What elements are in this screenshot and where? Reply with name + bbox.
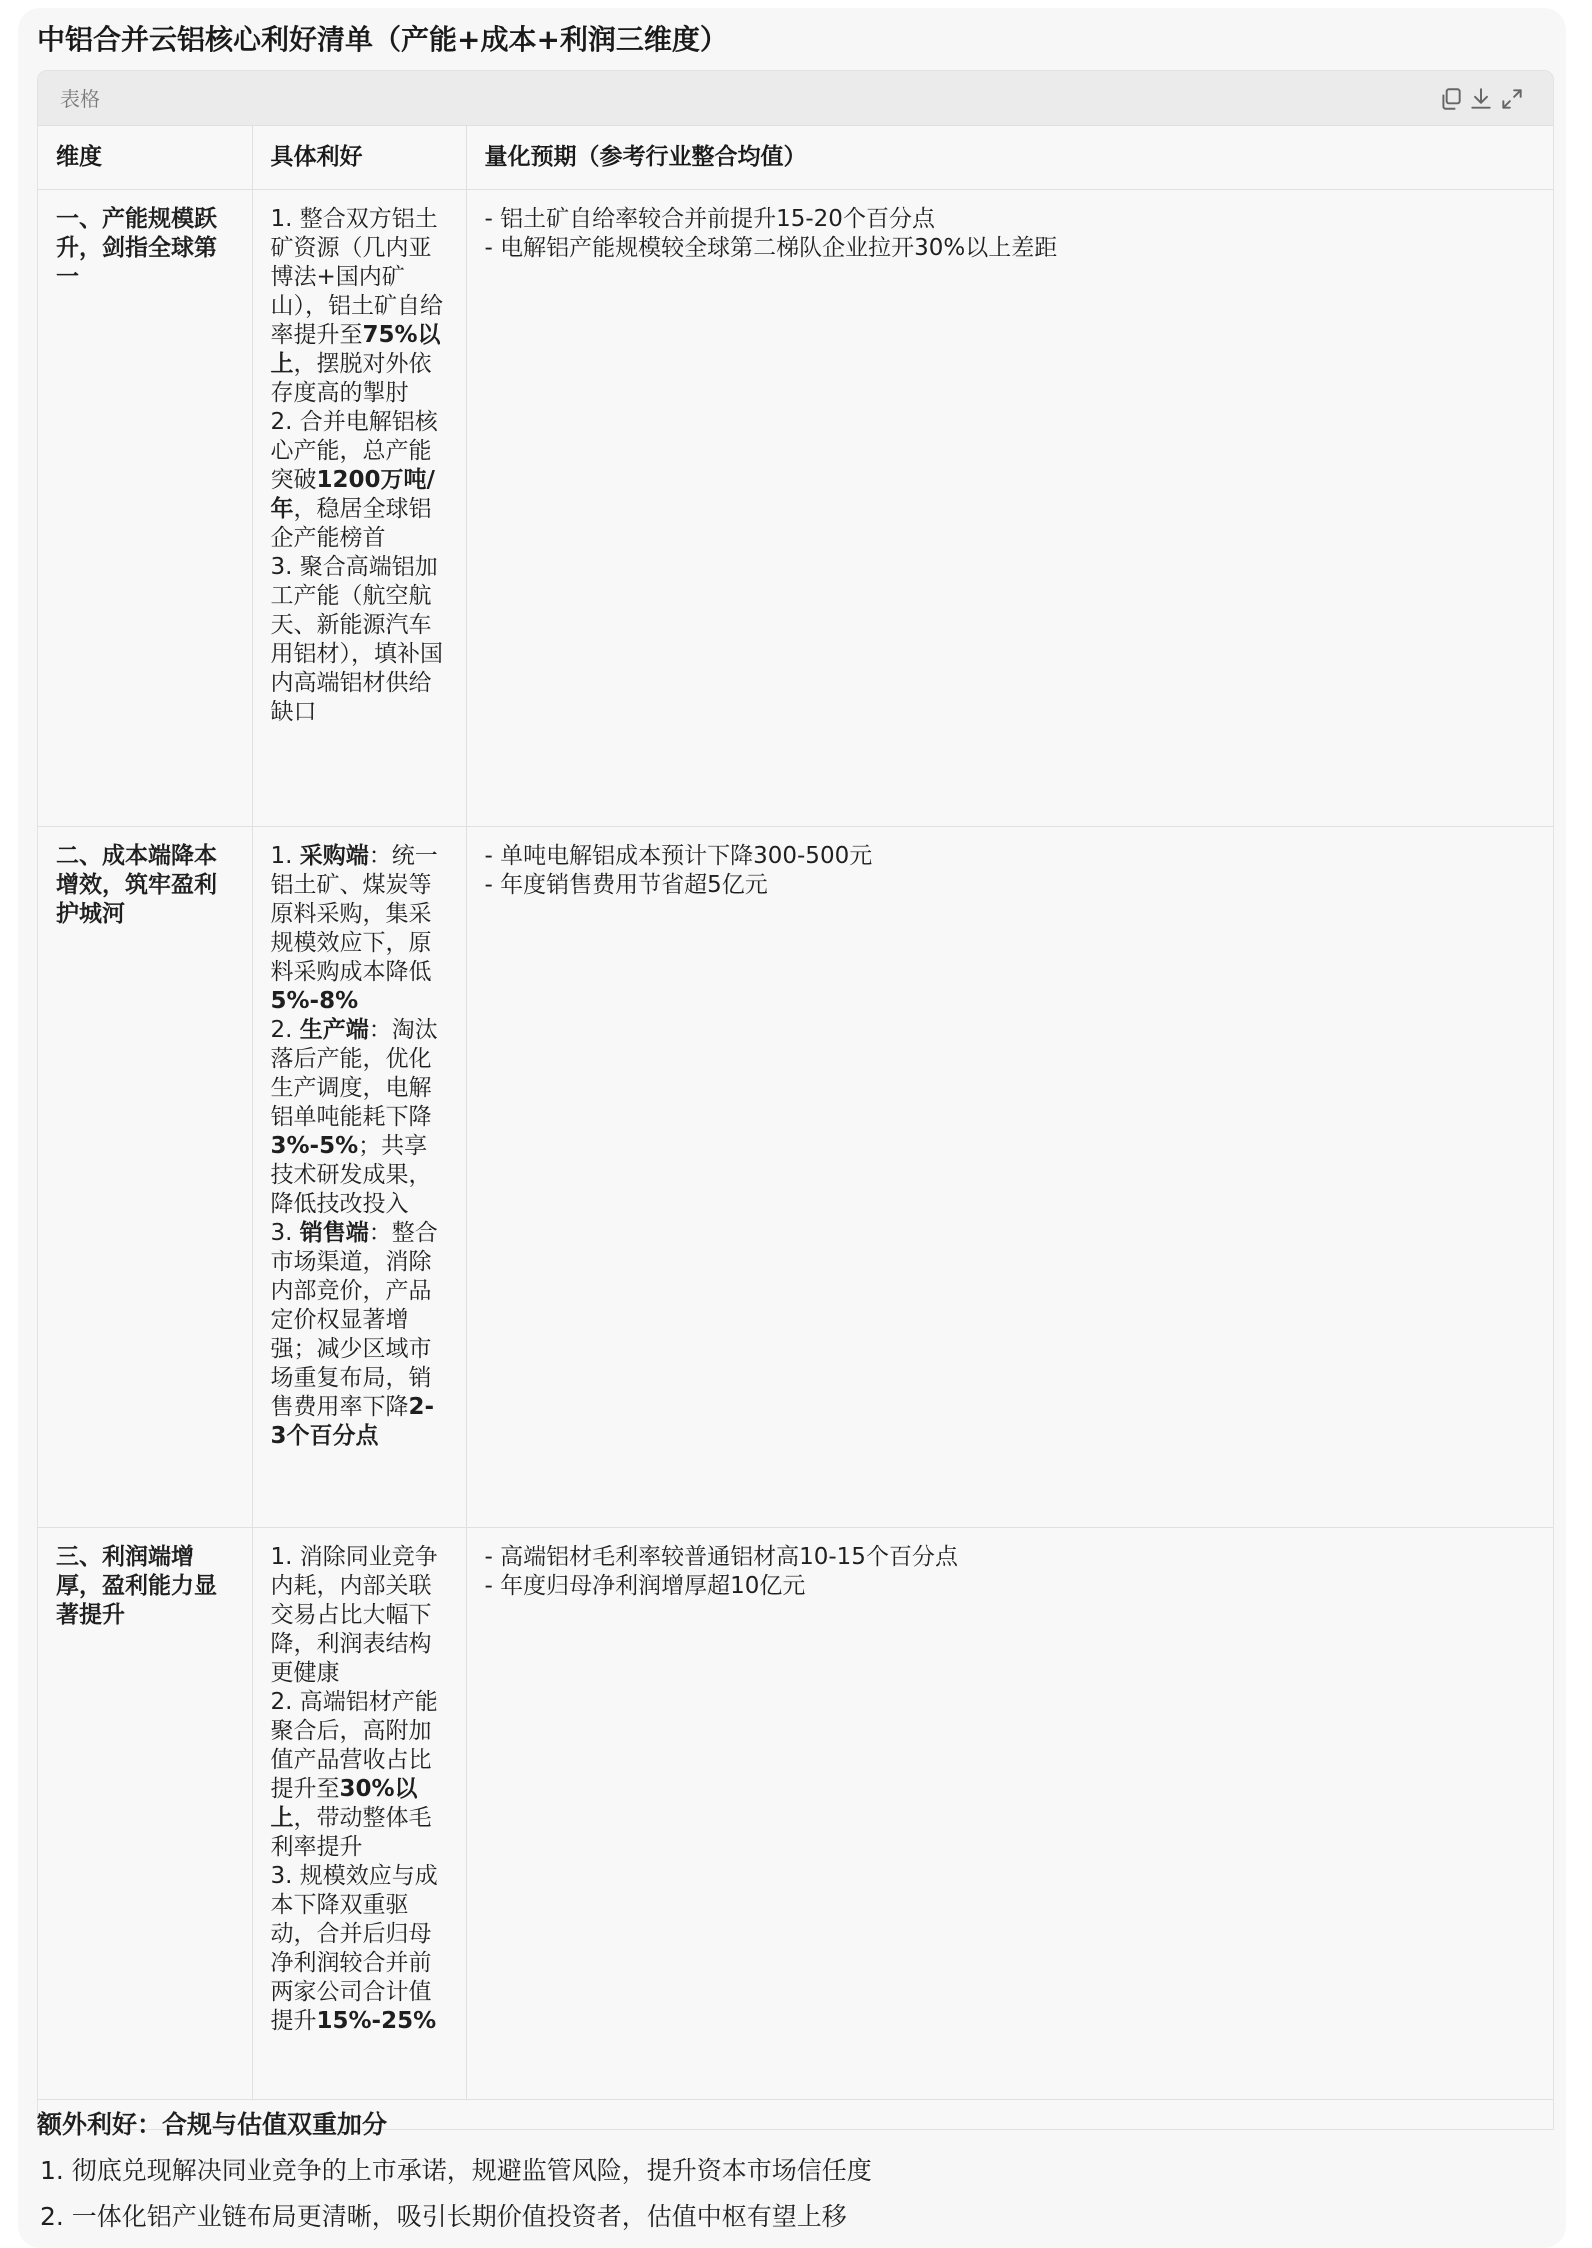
quant-cell (466, 189, 1554, 826)
header-dimension: 维度 (38, 126, 252, 189)
benefit-item: 1. 消除同业竞争内耗，内部关联交易占比大幅下降，利润表结构更健康 (270, 1543, 438, 1686)
table-header-row (38, 126, 1554, 189)
table-label: 表格 (60, 87, 100, 111)
expand-icon[interactable] (1496, 83, 1528, 115)
benefits-cell (252, 826, 466, 1527)
benefit-item: 3. 聚合高端铝加工产能（航空航天、新能源汽车用铝材），填补国内高端铝材供给缺口 (270, 553, 443, 725)
benefit-item: 1. 整合双方铝土矿资源（几内亚博法+国内矿山），铝土矿自给率提升至75%以上，摆脱对外依存度高的掣肘 (270, 205, 443, 406)
copy-icon[interactable] (1435, 83, 1467, 115)
dimension-cell: 一、产能规模跃升，剑指全球第一 (38, 189, 252, 826)
benefit-item: 1. 采购端：统一铝土矿、煤炭等原料采购，集采规模效应下，原料采购成本降低5%-8% (270, 842, 438, 1014)
quant-cell (466, 826, 1554, 1527)
benefit-item: 2. 生产端：淘汰落后产能，优化生产调度，电解铝单吨能耗下降3%-5%；共享技术研发成果，降低技改投入 (270, 1016, 438, 1217)
quant-item: - 电解铝产能规模较全球第二梯队企业拉开30%以上差距 (484, 234, 1058, 261)
header-quant: 量化预期（参考行业整合均值） (466, 126, 1554, 189)
benefits-cell (252, 1527, 466, 2099)
download-icon[interactable] (1465, 83, 1497, 115)
extra-benefits-title: 额外利好：合规与估值双重加分 (37, 2110, 388, 2139)
extra-item: 2. 一体化铝产业链布局更清晰，吸引长期价值投资者，估值中枢有望上移 (40, 2202, 847, 2231)
quant-item: - 铝土矿自给率较合并前提升15-20个百分点 (484, 205, 935, 232)
quant-item: - 高端铝材毛利率较普通铝材高10-15个百分点 (484, 1543, 958, 1570)
quant-item: - 年度归母净利润增厚超10亿元 (484, 1572, 806, 1599)
table-row (38, 1527, 1554, 2099)
quant-item: - 年度销售费用节省超5亿元 (484, 871, 768, 898)
extra-item: 1. 彻底兑现解决同业竞争的上市承诺，规避监管风险，提升资本市场信任度 (40, 2156, 872, 2185)
quant-cell (466, 1527, 1554, 2099)
quant-item: - 单吨电解铝成本预计下降300-500元 (484, 842, 873, 869)
benefit-item: 3. 规模效应与成本下降双重驱动，合并后归母净利润较合并前两家公司合计值提升15%-25% (270, 1862, 438, 2034)
table-row (38, 189, 1554, 826)
benefit-item: 2. 高端铝材产能聚合后，高附加值产品营收占比提升至30%以上，带动整体毛利率提升 (270, 1688, 438, 1860)
benefits-cell (252, 189, 466, 826)
section-title: 中铝合并云铝核心利好清单（产能+成本+利润三维度） (37, 23, 728, 56)
header-benefits: 具体利好 (252, 126, 466, 189)
table-container (37, 70, 1554, 2130)
table-toolbar (38, 71, 1553, 126)
benefit-item: 2. 合并电解铝核心产能，总产能突破1200万吨/年，稳居全球铝企产能榜首 (270, 408, 438, 551)
dimension-cell: 二、成本端降本增效，筑牢盈利护城河 (38, 826, 252, 1527)
benefit-table (38, 126, 1554, 2100)
benefit-item: 3. 销售端：整合市场渠道，消除内部竞价，产品定价权显著增强；减少区域市场重复布局，销售费用率下降2-3个百分点 (270, 1219, 438, 1449)
table-row (38, 826, 1554, 1527)
dimension-cell: 三、利润端增厚，盈利能力显著提升 (38, 1527, 252, 2099)
